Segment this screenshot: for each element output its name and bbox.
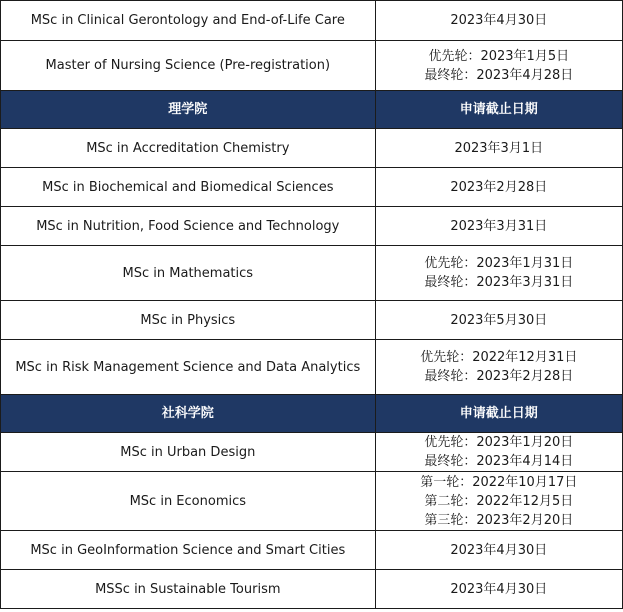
deadline-cell <box>375 41 622 91</box>
programme-name: MSc in Nutrition, Food Science and Technology <box>1 207 376 246</box>
table-row <box>1 246 623 301</box>
table-row <box>1 168 623 207</box>
deadline-line: 优先轮：2023年1月31日 <box>424 256 574 271</box>
deadline-line: 2023年4月30日 <box>450 13 548 28</box>
deadline-cell <box>375 433 622 472</box>
deadline-line: 2023年5月30日 <box>450 312 548 328</box>
deadline-cell <box>375 129 622 168</box>
table-row <box>1 41 623 91</box>
programme-name: Master of Nursing Science (Pre-registration) <box>1 41 376 91</box>
programme-name: MSc in Biochemical and Biomedical Sciences <box>1 168 376 207</box>
faculty-heading: 理学院 <box>1 91 376 129</box>
section-header-row <box>1 395 623 433</box>
deadline-line: 最终轮：2023年4月14日 <box>424 454 574 469</box>
programme-name: MSc in Accreditation Chemistry <box>1 129 376 168</box>
programme-name: MSc in Physics <box>1 301 376 340</box>
deadline-line: 第一轮：2022年10月17日 <box>420 474 578 490</box>
deadline-line: 2023年3月1日 <box>454 140 544 156</box>
deadline-line: 最终轮：2023年3月31日 <box>424 275 574 290</box>
faculty-heading: 社科学院 <box>1 395 376 433</box>
table-row <box>1 433 623 472</box>
deadline-line: 2023年4月30日 <box>450 581 548 597</box>
deadline-line: 最终轮：2023年2月28日 <box>424 369 574 384</box>
table-row <box>1 301 623 340</box>
deadline-cell <box>375 472 622 531</box>
programme-name: MSc in Urban Design <box>1 433 376 472</box>
deadline-cell <box>375 570 622 609</box>
deadline-cell <box>375 531 622 570</box>
deadline-cell <box>375 1 622 41</box>
programme-name: MSSc in Sustainable Tourism <box>1 570 376 609</box>
deadline-line: 第三轮：2023年2月20日 <box>424 512 574 528</box>
deadline-cell <box>375 301 622 340</box>
deadline-line: 最终轮：2023年4月28日 <box>424 67 574 83</box>
table-row <box>1 472 623 531</box>
table-row <box>1 129 623 168</box>
deadline-line: 优先轮：2022年12月31日 <box>420 350 578 365</box>
deadline-line: 2023年2月28日 <box>450 179 548 195</box>
programme-name: MSc in Clinical Gerontology and End-of-Life Care <box>1 1 376 41</box>
deadline-line: 优先轮：2023年1月20日 <box>424 435 574 450</box>
table-row <box>1 570 623 609</box>
deadline-column-heading: 申请截止日期 <box>375 91 622 129</box>
deadline-cell <box>375 168 622 207</box>
table-row <box>1 531 623 570</box>
deadline-line: 第二轮：2022年12月5日 <box>424 493 574 509</box>
programme-name: MSc in Mathematics <box>1 246 376 301</box>
table-row <box>1 207 623 246</box>
programme-name: MSc in Risk Management Science and Data Analytics <box>1 340 376 395</box>
table-row <box>1 340 623 395</box>
programme-name: MSc in Economics <box>1 472 376 531</box>
deadline-column-heading: 申请截止日期 <box>375 395 622 433</box>
deadline-line: 优先轮：2023年1月5日 <box>428 48 570 64</box>
deadline-cell <box>375 340 622 395</box>
deadline-cell <box>375 207 622 246</box>
deadline-line: 2023年4月30日 <box>450 542 548 558</box>
section-header-row <box>1 91 623 129</box>
table-row <box>1 1 623 41</box>
programme-name: MSc in GeoInformation Science and Smart Cities <box>1 531 376 570</box>
deadline-line: 2023年3月31日 <box>450 218 548 234</box>
deadline-cell <box>375 246 622 301</box>
